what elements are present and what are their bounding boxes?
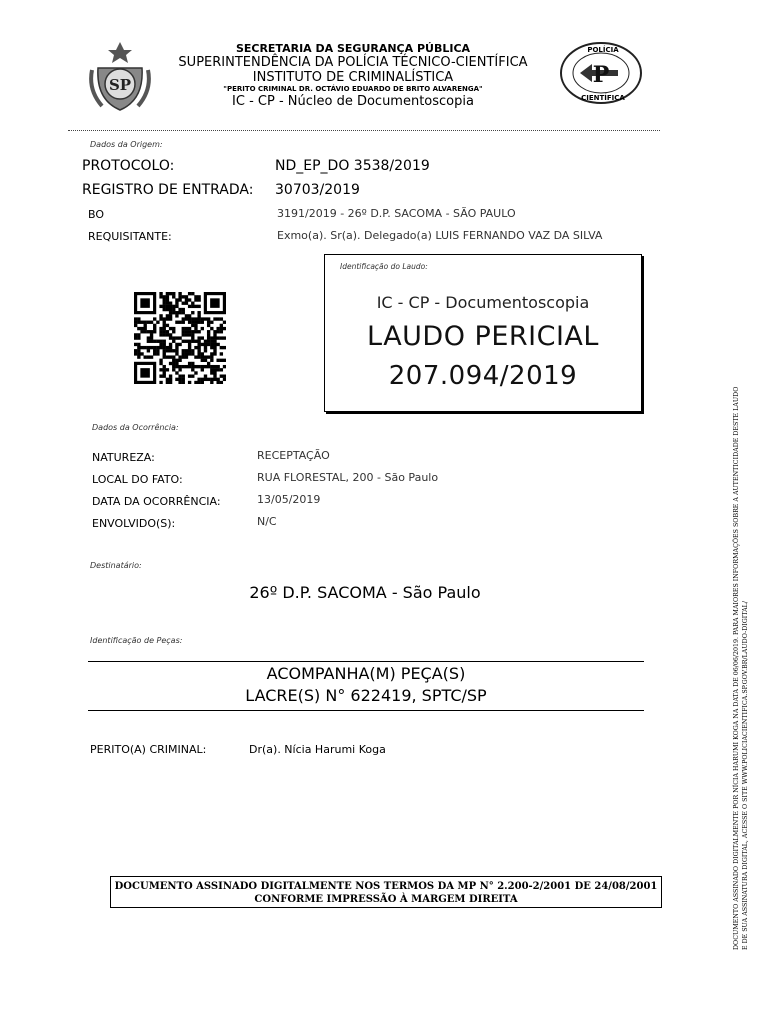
- svg-text:P: P: [592, 62, 610, 88]
- pecas-line2: LACRE(S) N° 622419, SPTC/SP: [245, 686, 487, 705]
- header-line4: "PERITO CRIMINAL DR. OCTÁVIO EDUARDO DE BRITO ALVARENGA": [223, 85, 483, 93]
- pecas-bottom-rule: [88, 710, 644, 711]
- local-value: RUA FLORESTAL, 200 - São Paulo: [257, 471, 439, 484]
- data-label: DATA DA OCORRÊNCIA:: [92, 495, 221, 508]
- ocorrencia-section-label: Dados da Ocorrência:: [92, 423, 179, 432]
- destinatario-section-label: Destinatário:: [90, 561, 142, 570]
- seal-left-text: SP: [108, 76, 132, 94]
- requisitante-label: REQUISITANTE:: [88, 230, 172, 243]
- data-value: 13/05/2019: [257, 493, 321, 506]
- policia-cientifica-logo: [558, 40, 644, 106]
- margin-line1: DOCUMENTO ASSINADO DIGITALMENTE POR NÍCIA HARUMI KOGA NA DATA DE 06/06/2019. PARA MAIORES INFORMAÇÕES SOBRE A AUTENTICIDADE DESTE LAUDO: [733, 386, 740, 950]
- ssp-seal-logo: [88, 40, 152, 114]
- protocolo-value: ND_EP_DO 3538/2019: [275, 158, 430, 174]
- header-line5: IC - CP - Núcleo de Documentoscopia: [232, 94, 474, 109]
- assinatura-line2: CONFORME IMPRESSÃO À MARGEM DIREITA: [254, 894, 518, 905]
- protocolo-label: PROTOCOLO:: [82, 158, 175, 174]
- margin-authentication-text: [732, 280, 750, 950]
- seal-right-bottom: CIENTÍFICA: [581, 94, 625, 102]
- header-divider: [68, 130, 660, 131]
- assinatura-box: [110, 876, 662, 908]
- qr-code[interactable]: [134, 292, 226, 384]
- laudo-title: LAUDO PERICIAL: [367, 321, 599, 352]
- natureza-value: RECEPTAÇÃO: [257, 449, 330, 462]
- laudo-section-label: Identificação do Laudo:: [340, 262, 428, 271]
- pecas-top-rule: [88, 661, 644, 662]
- envolvidos-value: N/C: [257, 515, 277, 528]
- margin-line2: E DE SUA ASSINATURA DIGITAL, ACESSE O SITE WWW.POLICIACIENTIFICA.SP.GOV.BR/LAUDO-DIGITAL/: [742, 601, 749, 950]
- origem-section-label: Dados da Origem:: [90, 140, 163, 149]
- perito-label: PERITO(A) CRIMINAL:: [90, 743, 207, 756]
- seal-right-top: POLÍCIA: [587, 46, 619, 54]
- header-line3: INSTITUTO DE CRIMINALÍSTICA: [252, 70, 454, 85]
- natureza-label: NATUREZA:: [92, 451, 155, 464]
- registro-label: REGISTRO DE ENTRADA:: [82, 182, 254, 198]
- envolvidos-label: ENVOLVIDO(S):: [92, 517, 176, 530]
- header-line1: SECRETARIA DA SEGURANÇA PÚBLICA: [235, 42, 471, 55]
- local-label: LOCAL DO FATO:: [92, 473, 183, 486]
- pecas-line1: ACOMPANHA(M) PEÇA(S): [266, 664, 466, 683]
- requisitante-value: Exmo(a). Sr(a). Delegado(a) LUIS FERNANDO VAZ DA SILVA: [277, 229, 603, 242]
- assinatura-line1: DOCUMENTO ASSINADO DIGITALMENTE NOS TERMOS DA MP N° 2.200-2/2001 DE 24/08/2001: [114, 881, 658, 892]
- pecas-section-label: Identificação de Peças:: [90, 636, 183, 645]
- bo-value: 3191/2019 - 26º D.P. SACOMA - SÃO PAULO: [277, 207, 516, 220]
- registro-value: 30703/2019: [275, 182, 360, 198]
- laudo-number: 207.094/2019: [388, 361, 578, 391]
- header: [150, 42, 556, 110]
- header-line2: SUPERINTENDÊNCIA DA POLÍCIA TÉCNICO-CIENTÍFICA: [178, 55, 528, 70]
- pecas-block: [88, 663, 644, 707]
- perito-value: Dr(a). Nícia Harumi Koga: [249, 743, 386, 756]
- laudo-subtitle: IC - CP - Documentoscopia: [376, 293, 590, 312]
- bo-label: BO: [88, 208, 105, 221]
- destinatario-value: 26º D.P. SACOMA - São Paulo: [249, 583, 481, 602]
- laudo-box: [324, 254, 642, 412]
